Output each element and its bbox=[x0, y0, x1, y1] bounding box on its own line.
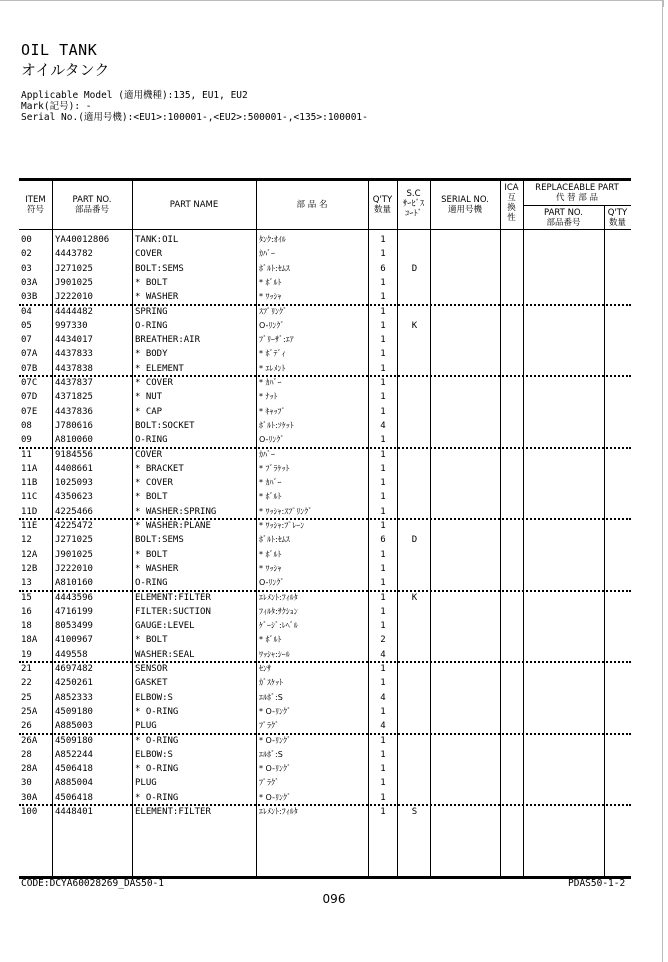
table-row bbox=[19, 734, 631, 748]
part-name-cell: GASKET bbox=[135, 678, 168, 689]
qty-cell: 1 bbox=[380, 292, 386, 303]
page-border-right bbox=[662, 0, 663, 962]
header-rp-qty: Q'TY 数量 bbox=[607, 208, 628, 228]
qty-cell: 1 bbox=[380, 749, 386, 760]
part-no-cell: 4437837 bbox=[55, 378, 93, 388]
part-no-cell: A885003 bbox=[55, 721, 93, 732]
buhin-cell: ﾎﾞﾙﾄ:ｾﾑｽ bbox=[259, 263, 290, 273]
header-serial: SERIAL NO. 適用号機 bbox=[441, 195, 489, 215]
table-row bbox=[19, 791, 631, 805]
item-cell: 11A bbox=[21, 463, 38, 474]
buhin-cell: ｶﾞｽｹｯﾄ bbox=[259, 678, 283, 688]
buhin-cell: ﾌﾟﾗｸﾞ bbox=[259, 721, 279, 731]
qty-cell: 1 bbox=[380, 778, 386, 789]
item-cell: 26A bbox=[21, 735, 38, 746]
buhin-cell: * ﾎﾞﾙﾄ bbox=[259, 277, 282, 287]
buhin-cell: * ﾜｯｼｬ bbox=[259, 292, 282, 302]
part-no-cell: 4697482 bbox=[55, 664, 93, 674]
part-no-cell: A852333 bbox=[55, 692, 93, 703]
item-cell: 07A bbox=[21, 349, 38, 360]
part-name-cell: * BOLT bbox=[135, 635, 168, 646]
header-sc: S.C ｻｰﾋﾞｽ ｺｰﾄﾞ bbox=[402, 189, 425, 219]
part-no-cell: 4350623 bbox=[55, 492, 93, 503]
buhin-cell: * ﾎﾞﾙﾄ bbox=[259, 492, 282, 502]
table-row bbox=[19, 347, 631, 361]
header-item: ITEM 符号 bbox=[25, 195, 46, 215]
buhin-cell: * ﾜｯｼｬ:ｽﾌﾟﾘﾝｸﾞ bbox=[259, 506, 313, 516]
part-name-cell: FILTER:SUCTION bbox=[135, 606, 211, 617]
qty-cell: 1 bbox=[380, 449, 386, 460]
part-no-cell: J271025 bbox=[55, 263, 93, 274]
qty-cell: 1 bbox=[380, 492, 386, 503]
qty-cell: 4 bbox=[380, 649, 386, 660]
part-name-cell: * BODY bbox=[135, 349, 168, 360]
part-no-cell: 4225466 bbox=[55, 506, 93, 517]
item-cell: 12B bbox=[21, 563, 38, 574]
part-name-cell: * CAP bbox=[135, 406, 163, 417]
part-name-cell: COVER bbox=[135, 449, 163, 460]
item-cell: 07 bbox=[21, 335, 32, 346]
part-no-cell: J271025 bbox=[55, 535, 93, 546]
buhin-cell: ﾌﾞﾘｰｻﾞ:ｴｱ bbox=[259, 335, 294, 345]
qty-cell: 1 bbox=[380, 335, 386, 346]
table-row bbox=[19, 662, 631, 676]
part-name-cell: O-RING bbox=[135, 435, 168, 446]
sc-cell: D bbox=[411, 535, 418, 546]
part-name-cell: O-RING bbox=[135, 578, 168, 589]
item-cell: 00 bbox=[21, 235, 32, 245]
part-no-cell: 4443596 bbox=[55, 592, 93, 603]
qty-cell: 1 bbox=[380, 320, 386, 331]
table-row bbox=[19, 648, 631, 662]
part-name-cell: * ELEMENT bbox=[135, 363, 184, 374]
qty-cell: 1 bbox=[380, 706, 386, 717]
qty-cell: 4 bbox=[380, 721, 386, 732]
part-no-cell: A810060 bbox=[55, 435, 93, 446]
table-row bbox=[19, 719, 631, 733]
table-row bbox=[19, 362, 631, 376]
table-row bbox=[19, 776, 631, 790]
item-cell: 28 bbox=[21, 749, 32, 760]
qty-cell: 1 bbox=[380, 735, 386, 746]
qty-cell: 1 bbox=[380, 549, 386, 560]
item-cell: 11E bbox=[21, 521, 38, 531]
buhin-cell: ｽﾌﾟﾘﾝｸﾞ bbox=[259, 306, 287, 316]
buhin-cell: O-ﾘﾝｸﾞ bbox=[259, 578, 285, 588]
part-no-cell: J222010 bbox=[55, 563, 93, 574]
part-name-cell: * O-RING bbox=[135, 764, 179, 775]
part-name-cell: PLUG bbox=[135, 721, 157, 732]
part-no-cell: 4437833 bbox=[55, 349, 93, 360]
table-row bbox=[19, 476, 631, 490]
replaceable-divider bbox=[523, 205, 631, 206]
table-row bbox=[19, 290, 631, 304]
table-row bbox=[19, 505, 631, 519]
sc-cell: D bbox=[411, 263, 418, 274]
item-cell: 16 bbox=[21, 606, 32, 617]
part-name-cell: * WASHER bbox=[135, 563, 179, 574]
qty-cell: 1 bbox=[380, 592, 386, 603]
document-code: CODE:DCYA60028269_DAS50-1 bbox=[21, 878, 164, 889]
qty-cell: 1 bbox=[380, 807, 386, 817]
qty-cell: 6 bbox=[380, 535, 386, 546]
part-name-cell: ELEMENT:FILTER bbox=[135, 592, 211, 603]
item-cell: 18A bbox=[21, 635, 38, 646]
buhin-cell: * O-ﾘﾝｸﾞ bbox=[259, 735, 291, 745]
parts-table bbox=[19, 178, 631, 879]
qty-cell: 1 bbox=[380, 235, 386, 245]
buhin-cell: ﾌｨﾙﾀ:ｻｸｼｮﾝ bbox=[259, 606, 298, 616]
part-no-cell: J780616 bbox=[55, 420, 93, 431]
table-row bbox=[19, 262, 631, 276]
table-row bbox=[19, 562, 631, 576]
item-cell: 11 bbox=[21, 449, 32, 460]
part-no-cell: J901025 bbox=[55, 277, 93, 288]
part-name-cell: ELBOW:S bbox=[135, 692, 173, 703]
pdas-code: PDAS50-1-2 bbox=[568, 878, 626, 889]
item-cell: 18 bbox=[21, 621, 32, 632]
item-cell: 22 bbox=[21, 678, 32, 689]
table-row bbox=[19, 247, 631, 261]
part-name-cell: GAUGE:LEVEL bbox=[135, 621, 195, 632]
qty-cell: 1 bbox=[380, 392, 386, 403]
buhin-cell: * ﾅｯﾄ bbox=[259, 392, 278, 402]
part-name-cell: ELBOW:S bbox=[135, 749, 173, 760]
part-name-cell: * WASHER:SPRING bbox=[135, 506, 217, 517]
item-cell: 30 bbox=[21, 778, 32, 789]
part-no-cell: J901025 bbox=[55, 549, 93, 560]
part-name-cell: * O-RING bbox=[135, 706, 179, 717]
table-row bbox=[19, 691, 631, 705]
part-name-cell: * WASHER bbox=[135, 292, 179, 303]
part-name-cell: BREATHER:AIR bbox=[135, 335, 201, 346]
item-cell: 04 bbox=[21, 306, 32, 317]
part-no-cell: 8053499 bbox=[55, 621, 93, 632]
part-name-cell: ELEMENT:FILTER bbox=[135, 807, 211, 817]
part-no-cell: 449558 bbox=[55, 649, 88, 660]
applicable-model: Applicable Model (適用機種):135, EU1, EU2 bbox=[21, 90, 248, 101]
part-no-cell: J222010 bbox=[55, 292, 93, 303]
table-row bbox=[19, 619, 631, 633]
qty-cell: 1 bbox=[380, 277, 386, 288]
buhin-cell: * O-ﾘﾝｸﾞ bbox=[259, 706, 291, 716]
serial-range: Serial No.(適用号機):<EU1>:100001-,<EU2>:500001-,<135>:100001- bbox=[21, 112, 368, 123]
header-part-no: PART NO. 部品番号 bbox=[72, 195, 112, 215]
title-japanese: オイルタンク bbox=[21, 61, 110, 79]
table-row bbox=[19, 705, 631, 719]
buhin-cell: * ｶﾊﾞｰ bbox=[259, 378, 282, 387]
item-cell: 07E bbox=[21, 406, 38, 417]
header-divider bbox=[19, 229, 631, 230]
buhin-cell: ﾎﾞﾙﾄ:ｾﾑｽ bbox=[259, 535, 290, 545]
item-cell: 26 bbox=[21, 721, 32, 732]
item-cell: 02 bbox=[21, 249, 32, 260]
qty-cell: 1 bbox=[380, 664, 386, 674]
part-name-cell: * O-RING bbox=[135, 735, 179, 746]
sc-cell: K bbox=[411, 592, 418, 603]
table-row bbox=[19, 276, 631, 290]
item-cell: 07B bbox=[21, 363, 38, 374]
buhin-cell: ｴﾚﾒﾝﾄ:ﾌｨﾙﾀ bbox=[259, 592, 298, 602]
part-no-cell: A810160 bbox=[55, 578, 93, 589]
table-row bbox=[19, 748, 631, 762]
buhin-cell: * ﾜｯｼｬ bbox=[259, 563, 282, 573]
qty-cell: 1 bbox=[380, 349, 386, 360]
buhin-cell: * ｶﾊﾞｰ bbox=[259, 478, 282, 488]
item-cell: 25 bbox=[21, 692, 32, 703]
item-cell: 09 bbox=[21, 435, 32, 446]
buhin-cell: * ﾎﾞﾙﾄ bbox=[259, 635, 282, 645]
item-cell: 11B bbox=[21, 478, 38, 489]
table-row bbox=[19, 605, 631, 619]
title-english: OIL TANK bbox=[21, 41, 98, 59]
part-no-cell: 4437838 bbox=[55, 363, 93, 374]
buhin-cell: * ﾎﾞﾙﾄ bbox=[259, 549, 282, 559]
part-no-cell: 4506418 bbox=[55, 764, 93, 775]
header-rp-part-no: PART NO. 部品番号 bbox=[544, 208, 583, 228]
part-name-cell: * BOLT bbox=[135, 277, 168, 288]
item-cell: 07D bbox=[21, 392, 38, 403]
part-name-cell: * BOLT bbox=[135, 492, 168, 503]
item-cell: 03A bbox=[21, 277, 38, 288]
qty-cell: 6 bbox=[380, 263, 386, 274]
item-cell: 15 bbox=[21, 592, 32, 603]
table-row bbox=[19, 233, 631, 247]
buhin-cell: ｹﾞｰｼﾞ:ﾚﾍﾞﾙ bbox=[259, 621, 298, 631]
part-name-cell: TANK:OIL bbox=[135, 235, 179, 245]
part-no-cell: 4509180 bbox=[55, 706, 93, 717]
table-row bbox=[19, 591, 631, 605]
qty-cell: 1 bbox=[380, 578, 386, 589]
part-no-cell: A885004 bbox=[55, 778, 93, 789]
qty-cell: 2 bbox=[380, 635, 386, 646]
qty-cell: 1 bbox=[380, 621, 386, 632]
table-row bbox=[19, 676, 631, 690]
part-name-cell: COVER bbox=[135, 249, 163, 260]
sc-cell: S bbox=[411, 807, 418, 817]
qty-cell: 1 bbox=[380, 563, 386, 574]
buhin-cell: ｴﾙﾎﾞ:S bbox=[259, 749, 283, 759]
item-cell: 03 bbox=[21, 263, 32, 274]
qty-cell: 1 bbox=[380, 435, 386, 446]
part-no-cell: 4443782 bbox=[55, 249, 93, 260]
table-row bbox=[19, 419, 631, 433]
table-row bbox=[19, 333, 631, 347]
table-row bbox=[19, 805, 631, 819]
item-cell: 07C bbox=[21, 378, 38, 388]
qty-cell: 1 bbox=[380, 764, 386, 775]
part-name-cell: SPRING bbox=[135, 306, 168, 317]
item-cell: 11D bbox=[21, 506, 38, 517]
part-no-cell: 4716199 bbox=[55, 606, 93, 617]
buhin-cell: ﾜｯｼｬ:ｼｰﾙ bbox=[259, 649, 290, 659]
part-name-cell: * COVER bbox=[135, 478, 173, 489]
table-row bbox=[19, 433, 631, 447]
buhin-cell: * O-ﾘﾝｸﾞ bbox=[259, 764, 291, 774]
table-row bbox=[19, 462, 631, 476]
table-row bbox=[19, 533, 631, 547]
header-qty: Q'TY 数量 bbox=[372, 195, 393, 215]
buhin-cell: ｶﾊﾞｰ bbox=[259, 249, 275, 259]
qty-cell: 1 bbox=[380, 478, 386, 489]
qty-cell: 1 bbox=[380, 306, 386, 317]
part-name-cell: BOLT:SEMS bbox=[135, 535, 184, 546]
part-no-cell: YA40012806 bbox=[55, 235, 110, 245]
buhin-cell: * ﾌﾞﾗｹｯﾄ bbox=[259, 463, 290, 473]
qty-cell: 1 bbox=[380, 606, 386, 617]
item-cell: 12A bbox=[21, 549, 38, 560]
part-name-cell: * WASHER:PLANE bbox=[135, 521, 211, 531]
table-row bbox=[19, 319, 631, 333]
item-cell: 13 bbox=[21, 578, 32, 589]
table-row bbox=[19, 490, 631, 504]
page-border-top bbox=[0, 0, 664, 7]
part-no-cell: A852244 bbox=[55, 749, 93, 760]
part-no-cell: 9184556 bbox=[55, 449, 93, 460]
header-part-name: PART NAME bbox=[169, 200, 219, 210]
item-cell: 25A bbox=[21, 706, 38, 717]
qty-cell: 1 bbox=[380, 463, 386, 474]
part-no-cell: 4225472 bbox=[55, 521, 93, 531]
item-cell: 12 bbox=[21, 535, 32, 546]
part-name-cell: * BRACKET bbox=[135, 463, 184, 474]
part-no-cell: 4444482 bbox=[55, 306, 93, 317]
part-no-cell: 4408661 bbox=[55, 463, 93, 474]
item-cell: 28A bbox=[21, 764, 38, 775]
header-ica: ICA 互 換 性 bbox=[504, 183, 519, 223]
item-cell: 21 bbox=[21, 664, 32, 674]
sc-cell: K bbox=[411, 320, 418, 331]
buhin-cell: * ﾎﾞﾃﾞｨ bbox=[259, 349, 286, 359]
table-row bbox=[19, 405, 631, 419]
table-row bbox=[19, 390, 631, 404]
part-no-cell: 4434017 bbox=[55, 335, 93, 346]
buhin-cell: * ｷｬｯﾌﾟ bbox=[259, 406, 286, 416]
qty-cell: 1 bbox=[380, 506, 386, 517]
buhin-cell: * ｴﾚﾒﾝﾄ bbox=[259, 363, 286, 373]
part-name-cell: * BOLT bbox=[135, 549, 168, 560]
buhin-cell: * ﾜｯｼｬ:ﾌﾟﾚｰﾝ bbox=[259, 521, 305, 530]
mark: Mark(記号): - bbox=[21, 101, 92, 112]
table-row bbox=[19, 576, 631, 590]
qty-cell: 1 bbox=[380, 249, 386, 260]
buhin-cell: ﾌﾟﾗｸﾞ bbox=[259, 778, 279, 788]
qty-cell: 1 bbox=[380, 678, 386, 689]
buhin-cell: ｶﾊﾞｰ bbox=[259, 449, 275, 459]
qty-cell: 4 bbox=[380, 420, 386, 431]
part-name-cell: * COVER bbox=[135, 378, 173, 388]
buhin-cell: ﾎﾞﾙﾄ:ｿｹｯﾄ bbox=[259, 420, 294, 430]
qty-cell: 1 bbox=[380, 792, 386, 803]
part-no-cell: 4509180 bbox=[55, 735, 93, 746]
part-no-cell: 4250261 bbox=[55, 678, 93, 689]
table-row bbox=[19, 448, 631, 462]
part-name-cell: SENSOR bbox=[135, 664, 168, 674]
part-name-cell: PLUG bbox=[135, 778, 157, 789]
qty-cell: 1 bbox=[380, 406, 386, 417]
part-name-cell: * O-RING bbox=[135, 792, 179, 803]
item-cell: 11C bbox=[21, 492, 38, 503]
part-no-cell: 997330 bbox=[55, 320, 88, 331]
table-row bbox=[19, 548, 631, 562]
table-row bbox=[19, 519, 631, 533]
buhin-cell: ｴﾚﾒﾝﾄ:ﾌｨﾙﾀ bbox=[259, 807, 298, 816]
buhin-cell: * O-ﾘﾝｸﾞ bbox=[259, 792, 291, 802]
table-row bbox=[19, 305, 631, 319]
part-no-cell: 4371825 bbox=[55, 392, 93, 403]
buhin-cell: O-ﾘﾝｸﾞ bbox=[259, 320, 285, 330]
part-name-cell: O-RING bbox=[135, 320, 168, 331]
item-cell: 19 bbox=[21, 649, 32, 660]
buhin-cell: O-ﾘﾝｸﾞ bbox=[259, 435, 285, 445]
table-row bbox=[19, 762, 631, 776]
header-replaceable: REPLACEABLE PART 代 替 部 品 bbox=[535, 183, 619, 203]
item-cell: 05 bbox=[21, 320, 32, 331]
part-no-cell: 4437836 bbox=[55, 406, 93, 417]
table-row bbox=[19, 376, 631, 390]
part-name-cell: * NUT bbox=[135, 392, 163, 403]
part-name-cell: BOLT:SOCKET bbox=[135, 420, 195, 431]
qty-cell: 1 bbox=[380, 378, 386, 388]
part-no-cell: 1025093 bbox=[55, 478, 93, 489]
part-no-cell: 4506418 bbox=[55, 792, 93, 803]
item-cell: 30A bbox=[21, 792, 38, 803]
part-name-cell: WASHER:SEAL bbox=[135, 649, 195, 660]
qty-cell: 4 bbox=[380, 692, 386, 703]
item-cell: 100 bbox=[21, 807, 38, 817]
buhin-cell: ｴﾙﾎﾞ:S bbox=[259, 692, 283, 702]
qty-cell: 1 bbox=[380, 363, 386, 374]
item-cell: 08 bbox=[21, 420, 32, 431]
qty-cell: 1 bbox=[380, 521, 386, 531]
header-buhin: 部 品 名 bbox=[296, 200, 328, 210]
buhin-cell: ｾﾝｻ bbox=[259, 664, 271, 673]
part-no-cell: 4448401 bbox=[55, 807, 93, 817]
part-no-cell: 4100967 bbox=[55, 635, 93, 646]
table-row bbox=[19, 633, 631, 647]
buhin-cell: ﾀﾝｸ:ｵｲﾙ bbox=[259, 235, 286, 244]
item-cell: 03B bbox=[21, 292, 38, 303]
page-number: 096 bbox=[322, 892, 346, 906]
part-name-cell: BOLT:SEMS bbox=[135, 263, 184, 274]
